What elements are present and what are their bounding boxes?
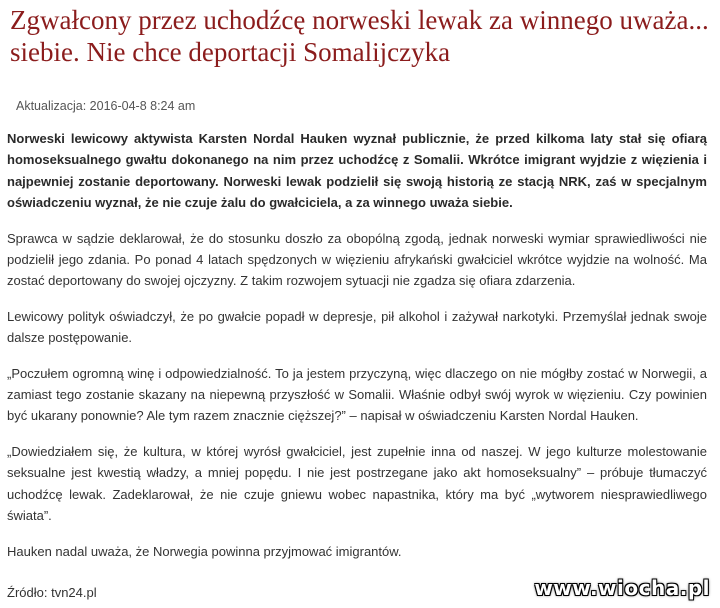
article-body bbox=[7, 128, 707, 576]
article-paragraph-3: „Poczułem ogromną winę i odpowiedzialność. To ja jestem przyczyną, więc dlaczego on nie mógłby zostać w Norwegii, a zamiast tego zostanie skazany na niepewną przyszłość w Somalii. Właśnie odbył swój wyrok w więzieniu. Czy powinien być ukarany ponownie? Ale tym razem znacznie cięższej?” – napisał w oświadczeniu Karsten Nordal Hauken. bbox=[7, 365, 707, 424]
article-paragraph-5: Hauken nadal uważa, że Norwegia powinna przyjmować imigrantów. bbox=[7, 543, 402, 559]
article-title: Zgwałcony przez uchodźcę norweski lewak za winnego uważa... siebie. Nie chce deportacji Somalijczyka bbox=[10, 5, 709, 67]
source-label: Źródło: bbox=[7, 585, 48, 600]
site-watermark: www.wiocha.pl bbox=[534, 576, 710, 600]
article-paragraph-1: Sprawca w sądzie deklarował, że do stosunku doszło za obopólną zgodą, jednak norweski wymiar sprawiedliwości nie podzielił jego zdania. Po ponad 4 latach spędzonych w więzieniu afrykański gwałciciel wkrótce wyjdzie na wolność. Ma zostać deportowany do swojej ojczyzny. Z takim rozwojem sytuacji nie zgadza się ofiara zdarzenia. bbox=[7, 230, 707, 289]
article-paragraph-2: Lewicowy polityk oświadczył, że po gwałcie popadł w depresje, pił alkohol i zażywał narkotyki. Przemyślał jednak swoje dalsze postępowanie. bbox=[7, 308, 707, 346]
update-date: 2016-04-8 8:24 am bbox=[89, 99, 196, 113]
update-label: Aktualizacja: bbox=[16, 99, 87, 113]
article-paragraph-4: „Dowiedziałem się, że kultura, w której wyrósł gwałciciel, jest zupełnie inna od naszej. W jego kulturze molestowanie seksualne jest kwestią władzy, a mniej popędu. I nie jest postrzegane jako akt homoseksualny” – próbuje tłumaczyć uchodźcę lewak. Zadeklarował, że nie czuje gniewu wobec napastnika, który ma być „wytworem niesprawiedliwego świata”. bbox=[7, 443, 707, 524]
update-timestamp bbox=[16, 99, 195, 113]
article-lead: Norweski lewicowy aktywista Karsten Nordal Hauken wyznał publicznie, że przed kilkoma laty stał się ofiarą homoseksualnego gwałtu dokonanego na nim przez uchodźcę z Somalii. Wkrótce imigrant wyjdzie z więzienia i najpewniej zostanie deportowany. Norweski lewak podzielił się swoją historią ze stacją NRK, zaś w specjalnym oświadczeniu wyznał, że nie czuje żalu do gwałciciela, a za winnego uważa siebie. bbox=[7, 131, 707, 211]
article-source bbox=[7, 585, 97, 600]
source-link[interactable]: tvn24.pl bbox=[51, 585, 97, 600]
